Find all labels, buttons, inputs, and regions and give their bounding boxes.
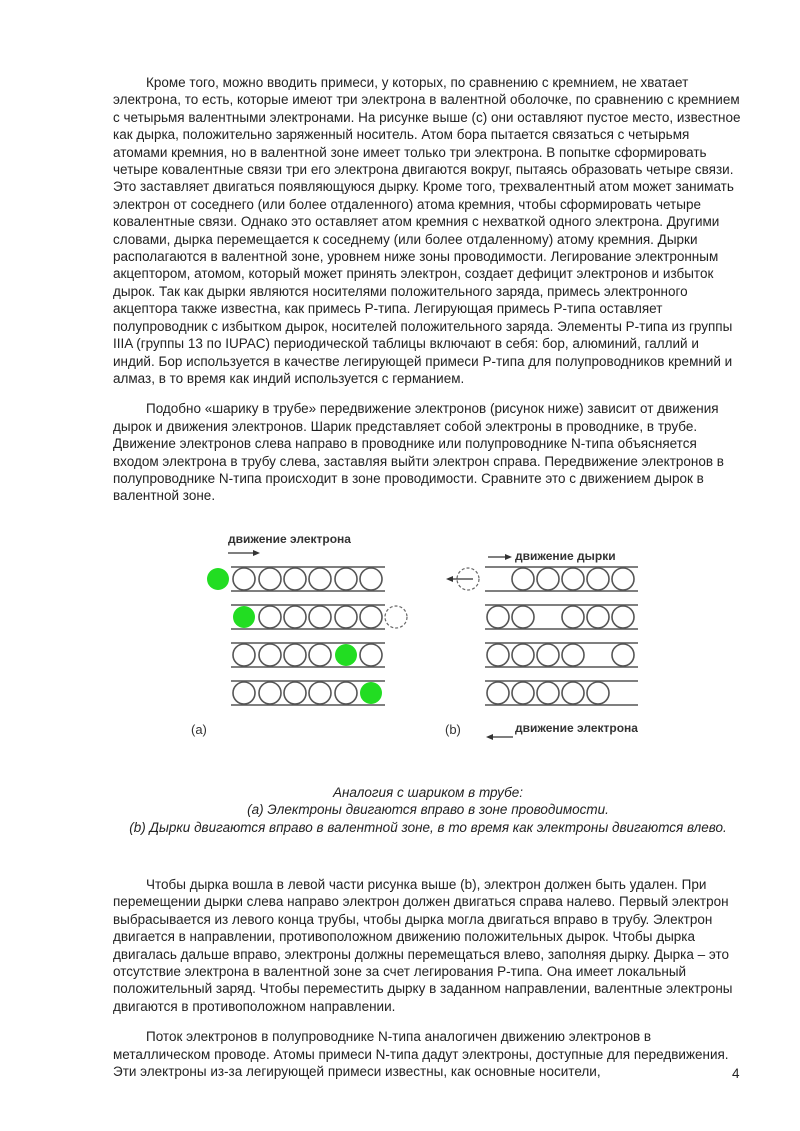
ball <box>309 606 331 628</box>
ball <box>284 606 306 628</box>
ball <box>587 682 609 704</box>
ball <box>562 568 584 590</box>
ball <box>587 568 609 590</box>
ball <box>612 568 634 590</box>
ball <box>360 606 382 628</box>
caption-line: (b) Дырки двигаются вправо в валентной зоне, в то время как электроны двигаются влево. <box>129 819 727 835</box>
ball <box>259 682 281 704</box>
ball <box>259 606 281 628</box>
ball <box>233 644 255 666</box>
page-number: 4 <box>732 1066 740 1081</box>
panel-a <box>191 532 407 737</box>
ball <box>512 568 534 590</box>
ball <box>233 682 255 704</box>
ball <box>612 606 634 628</box>
empty-position <box>385 606 407 628</box>
ball <box>537 568 559 590</box>
ball <box>487 644 509 666</box>
ball <box>612 644 634 666</box>
arrow-right-icon <box>253 550 260 556</box>
electron-ball <box>207 568 229 590</box>
ball <box>512 644 534 666</box>
ball <box>512 606 534 628</box>
electron-ball <box>233 606 255 628</box>
ball <box>284 568 306 590</box>
panel-label: (b) <box>445 721 461 737</box>
ball <box>335 682 357 704</box>
ball <box>360 644 382 666</box>
caption-line: Аналогия с шариком в трубе: <box>332 784 523 800</box>
ball <box>562 644 584 666</box>
ball <box>284 682 306 704</box>
electron-motion-label: движение электрона <box>228 531 351 546</box>
electron-ball <box>360 682 382 704</box>
ball <box>537 682 559 704</box>
figure-drawing <box>113 529 743 784</box>
arrow-left-icon <box>446 576 453 582</box>
figure-caption <box>123 784 733 836</box>
paragraph: Кроме того, можно вводить примеси, у которых, по сравнению с кремнием, не хватает электрона, то есть, которые имеют три электрона в валентной оболочке, по сравнению с кремнием с четырьмя валентными электронами. На рисунке выше (с) они оставляют пустое место, известное как дырка, положительно заряженный носитель. Атом бора пытается связаться с четырьмя атомами кремния, но в валентной зоне имеет только три электрона. В попытке сформировать четыре ковалентные связи три его электрона двигаются вокруг, пытаясь образовать четыре связи. Это заставляет двигаться появляющуюся дырку. Кроме того, трехвалентный атом может занимать электрон от соседнего (или более отдаленного) атома кремния, чтобы сформировать четыре ковалентные связи. Однако это оставляет атом кремния с нехваткой одного электрона. Другими словами, дырка перемещается к соседнему (или более отдаленному) атому кремния. Дырки располагаются в валентной зоне, уровнем ниже зоны проводимости. Легирование электронным акцептором, атомом, который может принять электрон, создает дефицит электронов и избыток дырок. Так как дырки являются носителями положительного заряда, примесь электронного акцептора также известна, как примесь Р-типа. Легирующая примесь Р-типа оставляет полупроводник с избытком дырок, носителей положительного заряда. Элементы Р-типа из группы IIIA (группы 13 по IUPAC) периодической таблицы включают в себя: бор, алюминий, галлий и индий. Бор используется в качестве легирующей примеси Р-типа для полупроводников кремний и алмаз, в то время как индий используется с германием. <box>113 75 741 386</box>
ball <box>259 644 281 666</box>
ball <box>233 568 255 590</box>
hole-motion-label: движение дырки <box>515 548 616 563</box>
ball <box>487 682 509 704</box>
ball <box>360 568 382 590</box>
electron-motion-label: движение электрона <box>515 720 638 735</box>
ball <box>284 644 306 666</box>
ball <box>562 606 584 628</box>
paragraph: Чтобы дырка вошла в левой части рисунка выше (b), электрон должен быть удален. При перемещении дырки слева направо электрон должен двигаться справа налево. Первый электрон выбрасывается из левого конца трубы, чтобы дырка могла двигаться вправо в трубу. Электрон двигается в направлении, противоположном движению положительных дырок. Чтобы дырка двигалась дальше вправо, электроны должны перемещаться влево, заполняя дырку. Дырка – это отсутствие электрона в валентной зоне за счет легирования Р-типа. Она имеет локальный положительный заряд. Чтобы переместить дырку в заданном направлении, валентные электроны двигаются в противоположном направлении. <box>113 876 733 1014</box>
ball <box>562 682 584 704</box>
ball <box>487 606 509 628</box>
panel-label: (a) <box>191 721 207 737</box>
arrow-right-icon <box>505 554 512 560</box>
ball <box>335 568 357 590</box>
ball <box>259 568 281 590</box>
paragraph: Поток электронов в полупроводнике N-типа аналогичен движению электронов в металлическом проводе. Атомы примеси N-типа дадут электроны, доступные для передвижения. Эти электроны из-за легирующей примеси известны, как основные носители, <box>113 1029 729 1080</box>
document-page <box>113 74 743 1080</box>
electron-ball <box>335 644 357 666</box>
caption-line: (a) Электроны двигаются вправо в зоне проводимости. <box>247 802 609 818</box>
ball-in-tube-figure <box>113 529 743 784</box>
ball <box>587 606 609 628</box>
ball <box>309 682 331 704</box>
ball <box>512 682 534 704</box>
ball <box>537 644 559 666</box>
paragraph: Подобно «шарику в трубе» передвижение электронов (рисунок ниже) зависит от движения дырок и движения электронов. Шарик представляет собой электроны в проводнике, в трубе. Движение электронов слева направо в проводнике или полупроводнике N-типа объясняется входом электрона в трубу слева, заставляя выйти электрон справа. Передвижение электронов в полупроводнике N-типа происходит в зоне проводимости. Сравните это с движением дырок в валентной зоне. <box>113 401 724 504</box>
arrow-left-icon <box>486 734 493 740</box>
ball <box>309 644 331 666</box>
ball <box>309 568 331 590</box>
ball <box>335 606 357 628</box>
panel-b <box>445 549 638 740</box>
